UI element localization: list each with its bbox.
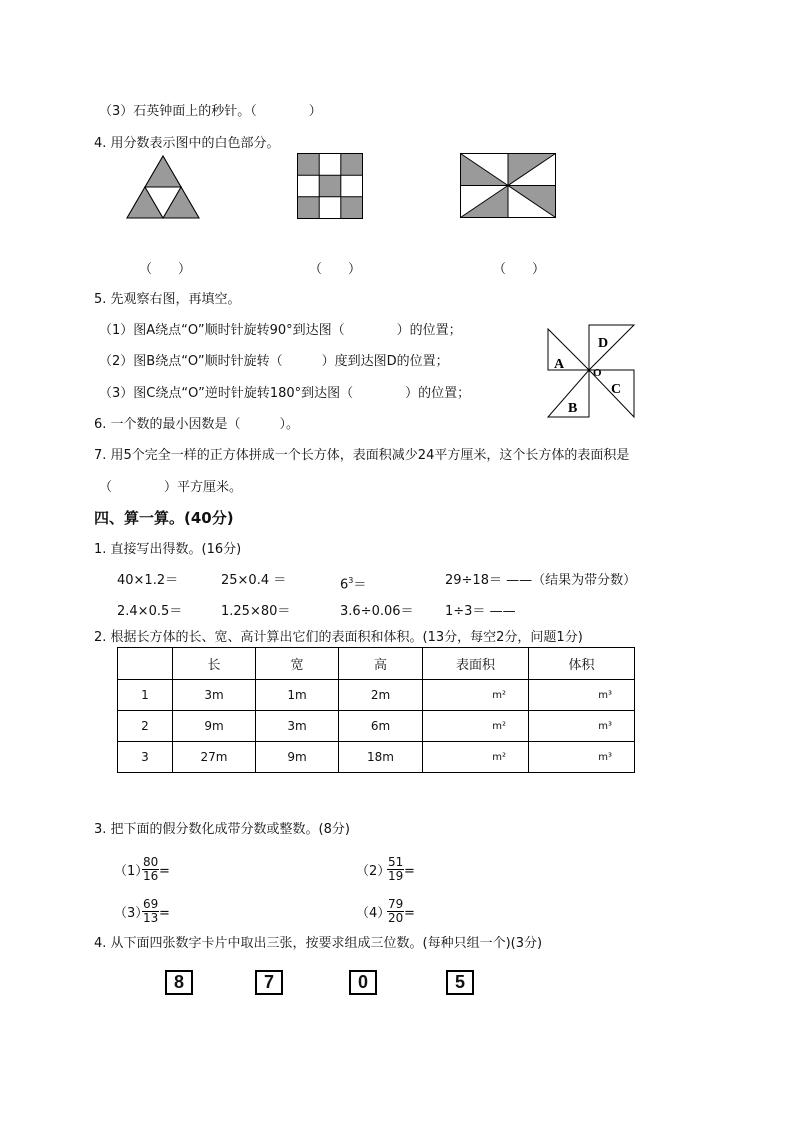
fraction-3-label: （3） <box>114 906 149 921</box>
table-header: 高 <box>339 648 423 680</box>
table-header <box>118 648 173 680</box>
fraction-3-numerator: 69 <box>143 897 159 911</box>
q4-blank-1[interactable]: （ ） <box>139 262 192 277</box>
table-cell: 1 <box>118 680 173 711</box>
q7-line-2: （ ）平方厘米。 <box>99 480 243 495</box>
fraction-2-label: （2） <box>356 864 391 879</box>
q5-title: 5. 先观察右图，再填空。 <box>94 292 241 307</box>
q4-blank-2[interactable]: （ ） <box>309 262 362 277</box>
table-row <box>118 711 635 742</box>
q3-3-text: （3）石英钟面上的秒针。（ ） <box>99 104 322 119</box>
checkerboard-figure <box>297 153 363 219</box>
calc-2: 25×0.4 ＝ <box>221 573 287 588</box>
calc-6: 1.25×80＝ <box>221 604 291 619</box>
table-cell: 3m <box>256 711 339 742</box>
table-header: 宽 <box>256 648 339 680</box>
surface-area-cell[interactable]: m² <box>423 742 529 773</box>
table-cell: 3m <box>173 680 256 711</box>
table-cell: 9m <box>256 742 339 773</box>
triangle-figure <box>125 154 203 220</box>
calc-3 <box>340 572 366 594</box>
table-cell: 3 <box>118 742 173 773</box>
fraction-1-label: （1） <box>114 864 149 879</box>
rectangle-sectors-figure <box>460 153 556 218</box>
c4-title: 4. 从下面四张数字卡片中取出三张，按要求组成三位数。(每种只组一个)(3分) <box>94 936 543 951</box>
fraction-2 <box>387 856 404 883</box>
fraction-4 <box>387 898 404 925</box>
fraction-2-denominator: 19 <box>388 869 404 883</box>
table-cell: 2m <box>339 680 423 711</box>
figure-label-c: C <box>611 382 622 397</box>
table-header: 表面积 <box>423 648 529 680</box>
c1-title: 1. 直接写出得数。(16分) <box>94 542 242 557</box>
digit-card-4[interactable]: 5 <box>446 970 474 995</box>
surface-area-cell[interactable]: m² <box>423 711 529 742</box>
fraction-4-numerator: 79 <box>388 897 404 911</box>
section-4-heading: 四、算一算。(40分) <box>94 509 234 527</box>
calc-3-base: 6 <box>340 577 349 593</box>
table-header: 长 <box>173 648 256 680</box>
rotation-figure <box>546 323 638 421</box>
fraction-4-denominator: 20 <box>388 911 404 925</box>
digit-card-1[interactable]: 8 <box>165 970 193 995</box>
table-cell: 27m <box>173 742 256 773</box>
table-row <box>118 680 635 711</box>
calc-1: 40×1.2＝ <box>117 573 179 588</box>
table-cell: 1m <box>256 680 339 711</box>
calc-3-eq: ＝ <box>353 577 367 593</box>
fraction-1-numerator: 80 <box>143 855 159 869</box>
digit-card-3[interactable]: 0 <box>349 970 377 995</box>
q5-line-3: （3）图C绕点“O”逆时针旋转180°到达图（ ）的位置； <box>99 386 471 401</box>
q4-blank-3[interactable]: （ ） <box>493 262 546 277</box>
table-cell: 18m <box>339 742 423 773</box>
q6-text: 6. 一个数的最小因数是（ ）。 <box>94 417 300 432</box>
cuboid-table <box>117 647 635 773</box>
fraction-2-numerator: 51 <box>388 855 404 869</box>
table-cell: 2 <box>118 711 173 742</box>
volume-cell[interactable]: m³ <box>529 742 635 773</box>
fraction-1-eq: = <box>159 864 170 879</box>
table-header-row <box>118 648 635 680</box>
fraction-1-denominator: 16 <box>143 869 159 883</box>
calc-7: 3.6÷0.06＝ <box>340 604 414 619</box>
figure-label-a: A <box>554 357 565 372</box>
calc-8: 1÷3＝ —— <box>445 604 516 619</box>
fraction-4-eq: = <box>404 906 415 921</box>
fraction-2-eq: = <box>404 864 415 879</box>
figure-label-d: D <box>598 336 609 351</box>
fraction-1 <box>142 856 159 883</box>
calc-3-power: 3 <box>348 576 354 585</box>
fraction-4-label: （4） <box>356 906 391 921</box>
q7-line-1: 7. 用5个完全一样的正方体拼成一个长方体，表面积减少24平方厘米，这个长方体的表面积是 <box>94 448 630 463</box>
fraction-3 <box>142 898 159 925</box>
c3-title: 3. 把下面的假分数化成带分数或整数。(8分) <box>94 822 350 837</box>
calc-5: 2.4×0.5＝ <box>117 604 183 619</box>
figure-label-o: O <box>593 367 602 379</box>
q5-line-2: （2）图B绕点“O”顺时针旋转（ ）度到达图D的位置； <box>99 354 449 369</box>
calc-4: 29÷18＝ ——（结果为带分数） <box>445 573 637 588</box>
surface-area-cell[interactable]: m² <box>423 680 529 711</box>
table-header: 体积 <box>529 648 635 680</box>
figure-label-b: B <box>568 401 578 416</box>
digit-card-2[interactable]: 7 <box>255 970 283 995</box>
volume-cell[interactable]: m³ <box>529 711 635 742</box>
volume-cell[interactable]: m³ <box>529 680 635 711</box>
fraction-3-denominator: 13 <box>143 911 159 925</box>
table-cell: 9m <box>173 711 256 742</box>
table-row <box>118 742 635 773</box>
table-cell: 6m <box>339 711 423 742</box>
c2-title: 2. 根据长方体的长、宽、高计算出它们的表面积和体积。(13分，每空2分，问题1分) <box>94 630 583 645</box>
q5-line-1: （1）图A绕点“O”顺时针旋转90°到达图（ ）的位置； <box>99 323 462 338</box>
q4-title: 4. 用分数表示图中的白色部分。 <box>94 136 280 151</box>
fraction-3-eq: = <box>159 906 170 921</box>
